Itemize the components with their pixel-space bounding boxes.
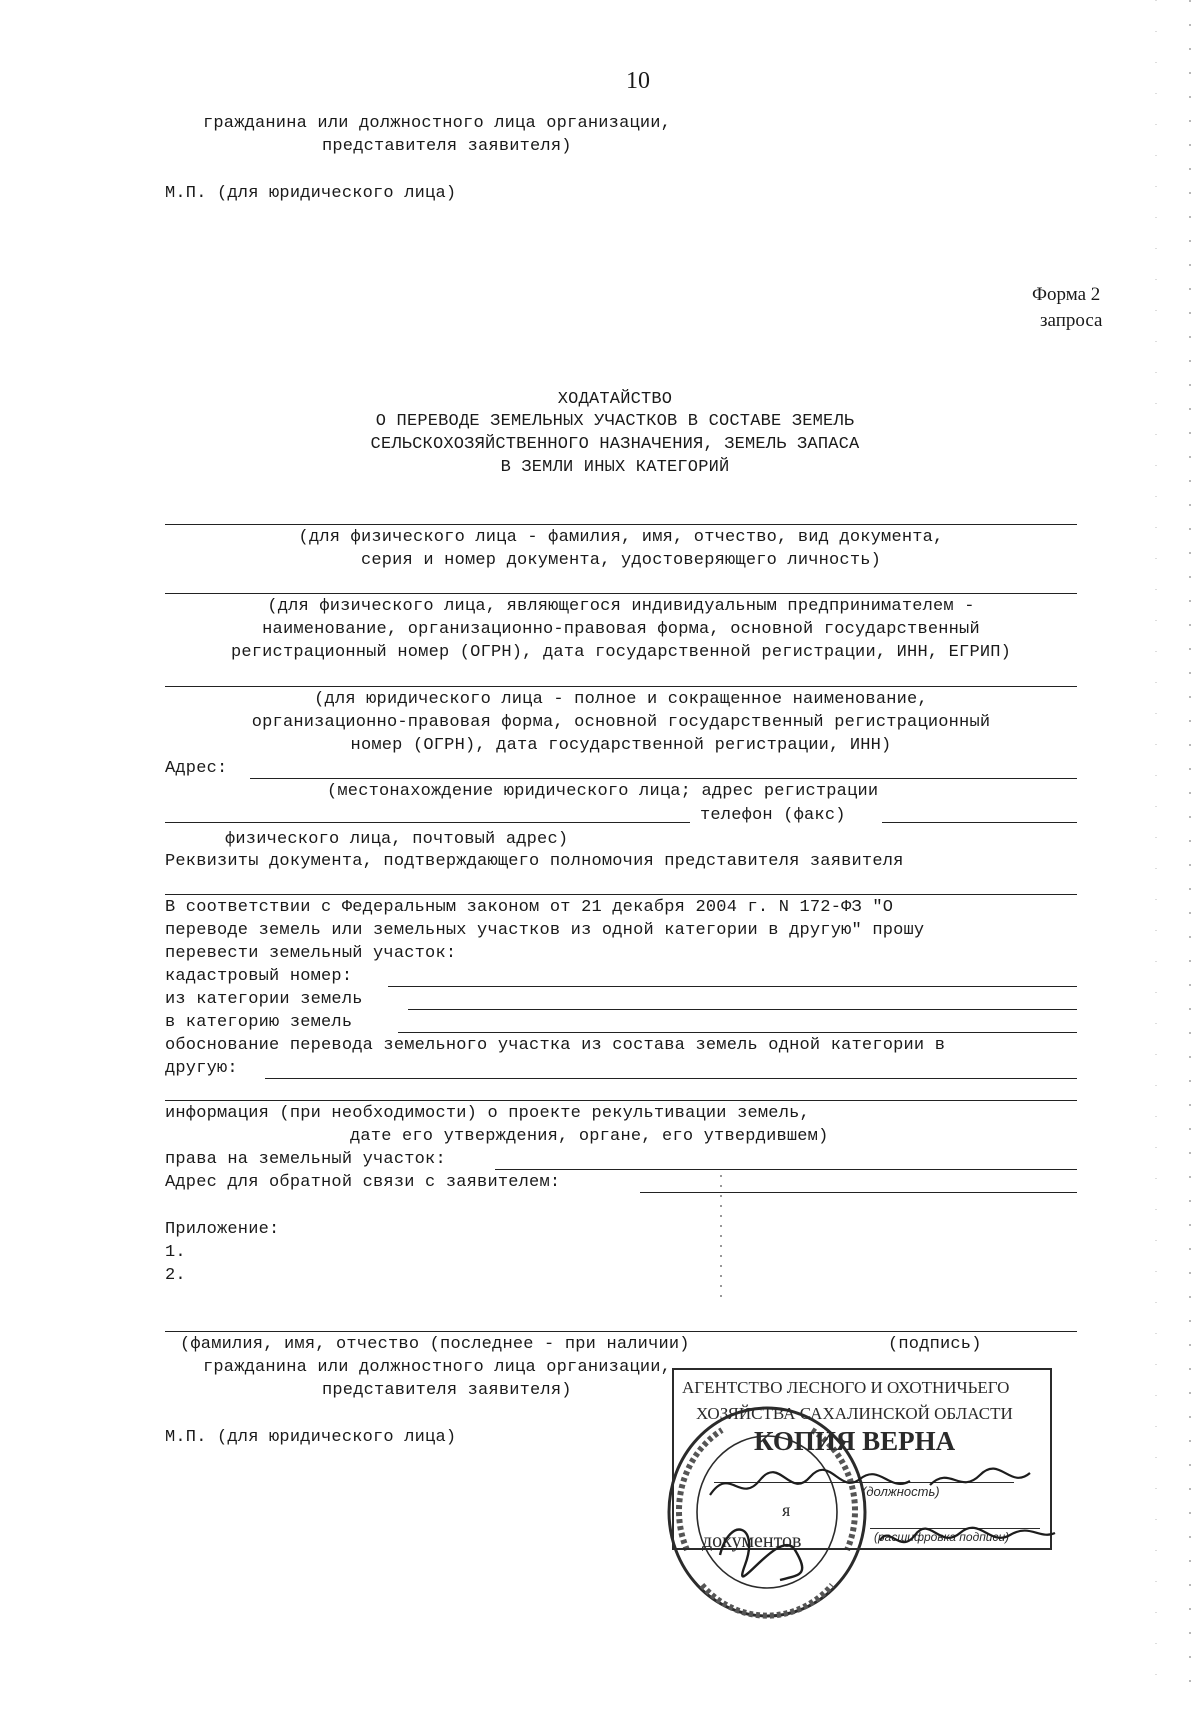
edge-marks-icon <box>1150 0 1200 1700</box>
stamp-position-caption: (должность) <box>862 1484 940 1499</box>
legal-hint-2: организационно-правовая форма, основной государственный регистрационный <box>251 713 991 732</box>
entrepreneur-hint-3: регистрационный номер (ОГРН), дата государственной регистрации, ИНН, ЕГРИП) <box>230 643 1012 662</box>
to-category-label: в категорию земель <box>165 1013 353 1032</box>
stamp-line-1: АГЕНТСТВО ЛЕСНОГО И ОХОТНИЧЬЕГО <box>682 1378 1010 1397</box>
top-line-1: гражданина или должностного лица организации, <box>203 114 672 133</box>
from-category-label: из категории земель <box>165 990 363 1009</box>
justification-label-2: другую: <box>165 1059 238 1078</box>
attachment-item-2: 2. <box>165 1266 186 1285</box>
justification-field-2[interactable] <box>165 1100 1077 1101</box>
stamp-line-2: ХОЗЯЙСТВА САХАЛИНСКОЙ ОБЛАСТИ <box>696 1404 1013 1423</box>
handwritten-signature-icon <box>700 1455 1060 1605</box>
attachments-label: Приложение: <box>165 1220 280 1239</box>
signature-line[interactable] <box>165 1331 1077 1332</box>
signature-sign-caption: (подпись) <box>888 1335 982 1354</box>
justification-label: обоснование перевода земельного участка из состава земель одной категории в <box>165 1036 946 1055</box>
doc-title-2: О ПЕРЕВОДЕ ЗЕМЕЛЬНЫХ УЧАСТКОВ В СОСТАВЕ ЗЕМЕЛЬ <box>375 412 855 431</box>
recultivation-line-1: информация (при необходимости) о проекте рекультивации земель, <box>165 1104 810 1123</box>
cadastral-field[interactable] <box>388 986 1077 987</box>
phone-label: телефон (факс) <box>700 806 846 825</box>
recultivation-line-2: дате его утверждения, органе, его утвердившем) <box>350 1127 829 1146</box>
applicant-physical-line[interactable] <box>165 524 1077 525</box>
feedback-address-field[interactable] <box>640 1192 1077 1193</box>
to-category-field[interactable] <box>398 1032 1077 1033</box>
scan-dots-icon <box>719 1175 723 1305</box>
stamp-line-3: КОПИЯ ВЕРНА <box>754 1426 956 1456</box>
representative-docs-line[interactable] <box>165 894 1077 895</box>
address-line-2[interactable] <box>165 822 690 823</box>
top-mp: М.П. (для юридического лица) <box>165 184 457 203</box>
address-hint-2: физического лица, почтовый адрес) <box>225 830 569 849</box>
address-label: Адрес: <box>165 759 228 778</box>
doc-title: ХОДАТАЙСТВО <box>557 390 673 409</box>
signature-mp: М.П. (для юридического лица) <box>165 1428 457 1447</box>
from-category-field[interactable] <box>408 1009 1077 1010</box>
signature-fio-caption: (фамилия, имя, отчество (последнее - при наличии) <box>180 1335 690 1354</box>
applicant-legal-line[interactable] <box>165 686 1077 687</box>
address-line[interactable] <box>250 778 1077 779</box>
legal-hint-1: (для юридического лица - полное и сокращенное наименование, <box>314 690 928 709</box>
page-number: 10 <box>626 68 650 94</box>
attachment-item-1: 1. <box>165 1243 186 1262</box>
request-line-1: В соответствии с Федеральным законом от 21 декабря 2004 г. N 172-ФЗ "О <box>165 898 894 917</box>
entrepreneur-hint-1: (для физического лица, являющегося индивидуальным предпринимателем - <box>267 597 975 616</box>
physical-hint-1: (для физического лица - фамилия, имя, отчество, вид документа, <box>298 528 944 547</box>
feedback-address-label: Адрес для обратной связи с заявителем: <box>165 1173 561 1192</box>
rights-label: права на земельный участок: <box>165 1150 446 1169</box>
request-line-3: перевести земельный участок: <box>165 944 457 963</box>
form-label-2: запроса <box>1040 310 1103 331</box>
form-label: Форма 2 <box>1032 284 1101 305</box>
rights-field[interactable] <box>495 1169 1077 1170</box>
physical-hint-2: серия и номер документа, удостоверяющего личность) <box>360 551 882 570</box>
phone-line[interactable] <box>882 822 1077 823</box>
applicant-entrepreneur-line[interactable] <box>165 593 1077 594</box>
entrepreneur-hint-2: наименование, организационно-правовая форма, основной государственный <box>262 620 980 639</box>
cadastral-label: кадастровый номер: <box>165 967 353 986</box>
justification-field[interactable] <box>265 1078 1077 1079</box>
signature-line-3: представителя заявителя) <box>322 1381 572 1400</box>
address-hint-1: (местонахождение юридического лица; адрес регистрации <box>327 782 879 801</box>
representative-docs-label: Реквизиты документа, подтверждающего полномочия представителя заявителя <box>165 852 904 871</box>
doc-title-4: В ЗЕМЛИ ИНЫХ КАТЕГОРИЙ <box>500 458 730 477</box>
stamp-docs-word: документов <box>702 1530 802 1552</box>
signature-line-2: гражданина или должностного лица организации, <box>203 1358 672 1377</box>
legal-hint-3: номер (ОГРН), дата государственной регистрации, ИНН) <box>350 736 892 755</box>
stamp-ya: я <box>782 1500 791 1520</box>
stamp-decoding-caption: (расшифровка подписи) <box>874 1530 1010 1544</box>
request-line-2: переводе земель или земельных участков из одной категории в другую" прошу <box>165 921 925 940</box>
top-line-2: представителя заявителя) <box>322 137 572 156</box>
doc-title-3: СЕЛЬСКОХОЗЯЙСТВЕННОГО НАЗНАЧЕНИЯ, ЗЕМЕЛЬ ЗАПАСА <box>370 435 860 454</box>
